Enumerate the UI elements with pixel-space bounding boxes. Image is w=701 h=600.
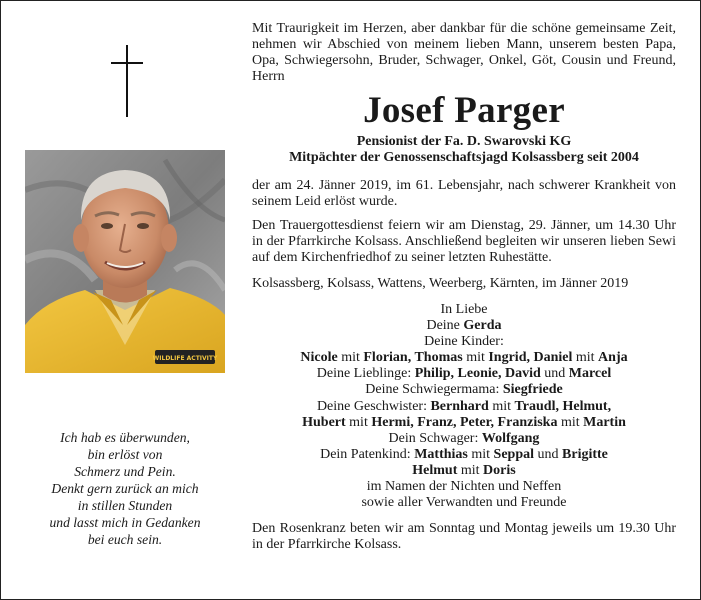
poem-line: bin erlöst von	[87, 447, 163, 462]
poem-line: Ich hab es überwunden,	[60, 430, 190, 445]
poem-line: in stillen Stunden	[77, 498, 173, 513]
schwiegermama-line: Deine Schwiegermama: Siegfriede	[365, 382, 563, 398]
lieblinge-line: Deine Lieblinge: Philip, Leonie, David und Marcel	[316, 366, 612, 382]
geschwister-line-2: Hubert mit Hermi, Franz, Peter, Franziska mit Martin	[302, 414, 626, 430]
rosary-paragraph: Den Rosenkranz beten wir am Sonntag und Montag jeweils um 19.30 Uhr in der Pfarrkirche Kolsass.	[252, 521, 676, 553]
nichten-line: im Namen der Nichten und Neffen	[366, 479, 562, 495]
intro-paragraph: Mit Traurigkeit im Herzen, aber dankbar für die schöne gemeinsame Zeit, nehmen wir Abschied von meinem lieben Mann, unserem besten Papa, Opa, Schwiegersohn, Bruder, Schwager, Onkel, Göt, Cousin und Freund, Herrn	[252, 21, 676, 84]
family-list	[252, 302, 676, 511]
geschwister-line-1: Deine Geschwister: Bernhard mit Traudl, Helmut,	[316, 398, 612, 414]
patenkind-line-2: Helmut mit Doris	[412, 462, 516, 478]
service-paragraph: Den Trauergottesdienst feiern wir am Dienstag, 29. Jänner, um 14.30 Uhr in der Pfarrkirche Kolsass. Anschließend begleiten wir unseren lieben Sewi auf dem Kirchenfriedhof zu seiner letzten Ruhestätte.	[252, 218, 676, 265]
poem-line: Denkt gern zurück an mich	[51, 481, 199, 496]
shirt-logo-text: WILDLIFE ACTIVITY	[152, 355, 218, 362]
places-paragraph: Kolsassberg, Kolsass, Wattens, Weerberg, Kärnten, im Jänner 2019	[252, 276, 629, 291]
schwager-line: Dein Schwager: Wolfgang	[388, 430, 540, 446]
wife-line: Deine Gerda	[426, 318, 502, 334]
deceased-name: Josef Parger	[363, 90, 565, 131]
kinder-line: Nicole mit Florian, Thomas mit Ingrid, Daniel mit Anja	[300, 350, 628, 366]
in-liebe: In Liebe	[440, 302, 488, 317]
cross-icon	[109, 45, 145, 117]
subtitle-occupation: Pensionist der Fa. D. Swarovski KG	[356, 134, 572, 149]
subtitle-hunting: Mitpächter der Genossenschaftsjagd Kolsassberg seit 2004	[289, 150, 639, 165]
poem-line: Schmerz und Pein.	[74, 464, 176, 479]
obituary-text	[252, 21, 676, 553]
death-paragraph: der am 24. Jänner 2019, im 61. Lebensjahr, nach schwerer Krankheit von seinem Leid erlöst wurde.	[252, 178, 676, 209]
patenkind-line-1: Dein Patenkind: Matthias mit Seppal und Brigitte	[320, 446, 608, 462]
verwandte-line: sowie aller Verwandten und Freunde	[361, 495, 567, 511]
poem-line: und lasst mich in Gedanken	[49, 515, 201, 530]
kinder-label: Deine Kinder:	[424, 334, 504, 350]
poem-line: bei euch sein.	[87, 532, 163, 547]
portrait-photo	[25, 150, 225, 373]
poem	[25, 429, 225, 548]
